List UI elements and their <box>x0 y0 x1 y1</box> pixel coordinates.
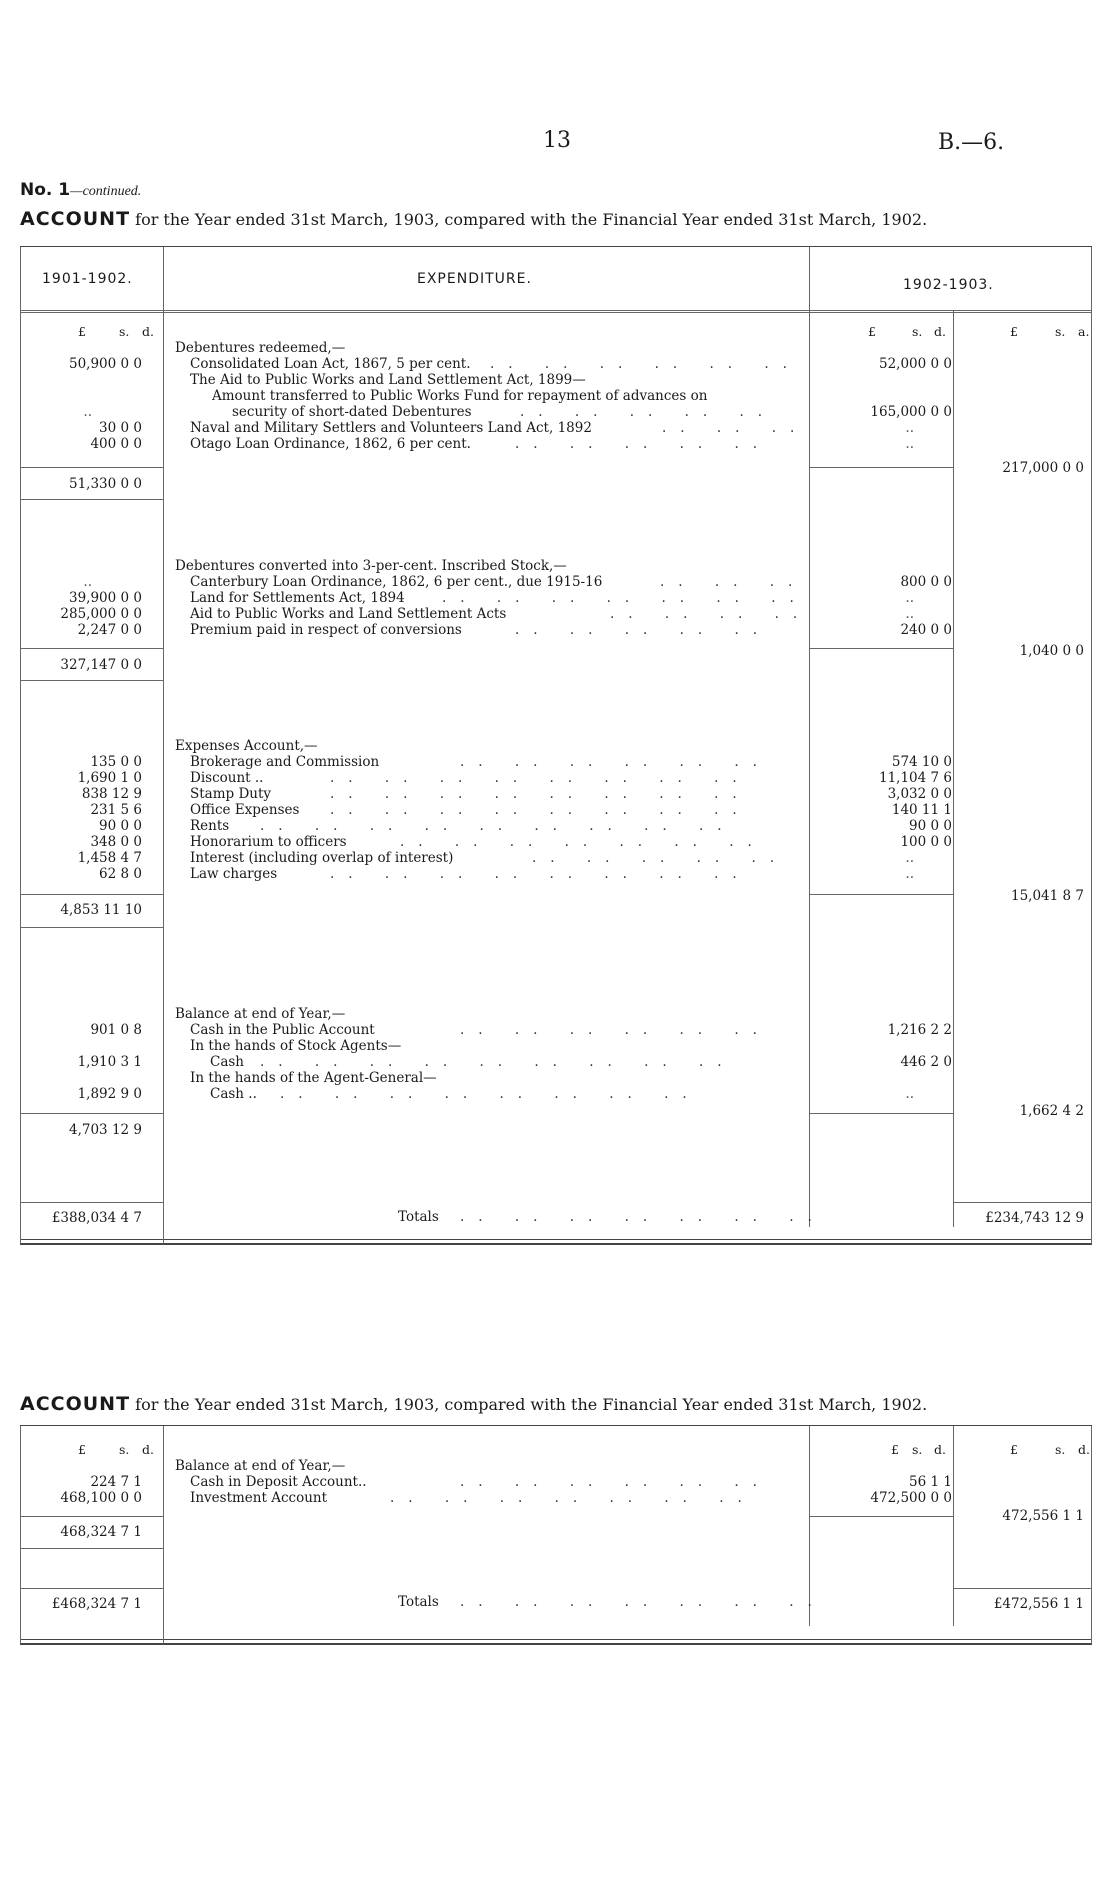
prev-amount: 348 0 0 <box>90 834 142 850</box>
account-title-1 <box>20 208 927 230</box>
schedule-number-label: No. 1 <box>20 180 71 200</box>
curr-amount: .. <box>905 590 914 606</box>
curr-amount: 140 11 1 <box>891 802 952 818</box>
prev-subtotal: 51,330 0 0 <box>69 476 142 492</box>
leader-dots: .. .. .. .. .. <box>515 436 772 452</box>
curr-amount: .. <box>905 420 914 436</box>
leader-dots: .. .. .. .. .. .. .. <box>442 590 808 606</box>
currency-shilling-total: s. <box>1055 1442 1066 1457</box>
prev-amount: 1,892 9 0 <box>77 1086 142 1102</box>
line-text: Aid to Public Works and Land Settlement Acts <box>190 606 507 622</box>
section-heading: Expenses Account,— <box>175 738 318 754</box>
prev-amount: 1,910 3 1 <box>77 1054 142 1070</box>
column-header-expenditure: EXPENDITURE. <box>417 271 532 287</box>
curr-amount: 52,000 0 0 <box>879 356 952 372</box>
prev-amount: .. <box>83 574 92 590</box>
line-text: Rents <box>190 818 230 834</box>
currency-shilling-curr: s. <box>912 324 923 339</box>
curr-amount: .. <box>905 606 914 622</box>
line-text: Cash <box>210 1054 245 1070</box>
page-number: 13 <box>543 128 571 153</box>
curr-amount: .. <box>905 866 914 882</box>
currency-pence-total: d. <box>1078 1442 1090 1457</box>
curr-amount: 165,000 0 0 <box>870 404 952 420</box>
section-heading: Balance at end of Year,— <box>175 1458 346 1474</box>
leader-dots: .. .. .. .. .. <box>520 404 777 420</box>
prev-subtotal: 468,324 7 1 <box>60 1524 142 1540</box>
curr-subtotal: 217,000 0 0 <box>1002 460 1084 476</box>
curr-grand-total: £234,743 12 9 <box>985 1210 1084 1226</box>
leader-dots: .. .. .. <box>660 574 807 590</box>
curr-subtotal: 15,041 8 7 <box>1011 888 1084 904</box>
currency-pound-prev: £ <box>78 324 86 339</box>
line-text: Land for Settlements Act, 1894 <box>190 590 405 606</box>
account-title-text: for the Year ended 31st March, 1903, compared with the Financial Year ended 31st March, 1902. <box>135 1395 928 1414</box>
account-title-2 <box>20 1393 927 1415</box>
leader-dots: .. .. .. .. .. <box>515 622 772 638</box>
section-heading: Balance at end of Year,— <box>175 1006 346 1022</box>
prev-grand-total: £388,034 4 7 <box>51 1210 142 1226</box>
currency-shilling-curr: s. <box>912 1442 923 1457</box>
line-text: Law charges <box>190 866 278 882</box>
leader-dots: .. .. .. .. .. .. .. <box>390 1490 756 1506</box>
curr-amount: .. <box>905 850 914 866</box>
currency-pence-curr: d. <box>934 324 946 339</box>
line-text: Discount .. <box>190 770 264 786</box>
curr-amount: 56 1 1 <box>909 1474 952 1490</box>
curr-amount: 100 0 0 <box>900 834 952 850</box>
line-text: Interest (including overlap of interest) <box>190 850 454 866</box>
schedule-number <box>20 180 141 200</box>
totals-label: Totals <box>398 1594 439 1610</box>
leader-dots: .. .. .. .. .. .. <box>460 1474 771 1490</box>
line-text: Cash .. <box>210 1086 257 1102</box>
prev-amount: 838 12 9 <box>81 786 142 802</box>
currency-shilling-prev: s. <box>119 324 130 339</box>
leader-dots: .. .. .. .. .. .. .. <box>460 1594 826 1610</box>
currency-pound-prev: £ <box>78 1442 86 1457</box>
account-title-text: for the Year ended 31st March, 1903, compared with the Financial Year ended 31st March, 1902. <box>135 210 928 229</box>
curr-grand-total: £472,556 1 1 <box>993 1596 1084 1612</box>
expenditure-table <box>20 246 1092 1245</box>
line-text: Amount transferred to Public Works Fund for repayment of advances on <box>212 388 708 404</box>
line-text: Stamp Duty <box>190 786 272 802</box>
curr-amount: 240 0 0 <box>900 622 952 638</box>
prev-amount: 62 8 0 <box>99 866 142 882</box>
curr-amount: 90 0 0 <box>909 818 952 834</box>
curr-amount: 11,104 7 6 <box>879 770 952 786</box>
prev-grand-total: £468,324 7 1 <box>51 1596 142 1612</box>
line-text: Cash in the Public Account <box>190 1022 375 1038</box>
leader-dots: .. .. .. .. .. .. .. .. .. <box>260 1054 736 1070</box>
currency-pound-curr: £ <box>868 324 876 339</box>
curr-amount: 446 2 0 <box>900 1054 952 1070</box>
curr-amount: 472,500 0 0 <box>870 1490 952 1506</box>
line-text: Naval and Military Settlers and Volunteers Land Act, 1892 <box>190 420 592 436</box>
prev-amount: 1,690 1 0 <box>77 770 142 786</box>
leader-dots: .. .. .. .. .. <box>532 850 789 866</box>
leader-dots: .. .. .. .. .. .. .. .. <box>330 866 751 882</box>
line-text: Otago Loan Ordinance, 1862, 6 per cent. <box>190 436 471 452</box>
currency-pence-prev: d. <box>142 324 154 339</box>
prev-amount: 231 5 6 <box>90 802 142 818</box>
totals-label: Totals <box>398 1209 439 1225</box>
prev-amount: 468,100 0 0 <box>60 1490 142 1506</box>
leader-dots: .. .. .. .. .. .. <box>460 1022 771 1038</box>
leader-dots: .. .. .. .. .. .. .. .. <box>330 770 751 786</box>
line-text: security of short-dated Debentures <box>232 404 472 420</box>
section-heading: Debentures redeemed,— <box>175 340 346 356</box>
prev-amount: 901 0 8 <box>90 1022 142 1038</box>
continued-label: —continued. <box>70 184 142 199</box>
prev-subtotal: 4,703 12 9 <box>69 1122 142 1138</box>
prev-amount: 224 7 1 <box>90 1474 142 1490</box>
account-title-word: ACCOUNT <box>20 208 131 230</box>
prev-amount: .. <box>83 404 92 420</box>
prev-amount: 1,458 4 7 <box>77 850 142 866</box>
line-text: Premium paid in respect of conversions <box>190 622 462 638</box>
curr-amount: .. <box>905 1086 914 1102</box>
curr-amount: 1,216 2 2 <box>887 1022 952 1038</box>
line-text: Canterbury Loan Ordinance, 1862, 6 per cent., due 1915-16 <box>190 574 603 590</box>
prev-amount: 285,000 0 0 <box>60 606 142 622</box>
leader-dots: .. .. .. .. .. .. .. .. <box>280 1086 701 1102</box>
leader-dots: .. .. .. .. .. .. .. <box>460 1209 826 1225</box>
currency-pence-curr: d. <box>934 1442 946 1457</box>
leader-dots: .. .. .. .. .. .. .. .. <box>330 802 751 818</box>
curr-subtotal: 1,040 0 0 <box>1019 643 1084 659</box>
currency-shilling-prev: s. <box>119 1442 130 1457</box>
prev-subtotal: 327,147 0 0 <box>60 657 142 673</box>
currency-pound-total: £ <box>1010 324 1018 339</box>
currency-pound-curr: £ <box>891 1442 899 1457</box>
leader-dots: .. .. .. .. .. .. <box>460 754 771 770</box>
line-text: Cash in Deposit Account.. <box>190 1474 367 1490</box>
leader-dots: .. .. .. .. .. .. .. <box>400 834 766 850</box>
curr-subtotal: 1,662 4 2 <box>1019 1103 1084 1119</box>
currency-pound-total: £ <box>1010 1442 1018 1457</box>
leader-dots: .. .. .. .. <box>610 606 812 622</box>
prev-amount: 50,900 0 0 <box>69 356 142 372</box>
leader-dots: .. .. .. .. .. .. .. .. <box>330 786 751 802</box>
prev-amount: 90 0 0 <box>99 818 142 834</box>
line-text: Honorarium to officers <box>190 834 347 850</box>
balance-table <box>20 1425 1092 1645</box>
currency-pence-total: a. <box>1078 324 1090 339</box>
line-text: In the hands of Stock Agents— <box>190 1038 402 1054</box>
leader-dots: .. .. .. .. .. .. .. .. .. <box>260 818 736 834</box>
prev-amount: 2,247 0 0 <box>77 622 142 638</box>
prev-amount: 39,900 0 0 <box>69 590 142 606</box>
line-text: Office Expenses <box>190 802 300 818</box>
currency-pence-prev: d. <box>142 1442 154 1457</box>
prev-amount: 400 0 0 <box>90 436 142 452</box>
curr-amount: .. <box>905 436 914 452</box>
curr-amount: 800 0 0 <box>900 574 952 590</box>
document-reference: B.—6. <box>938 130 1005 155</box>
line-text: Consolidated Loan Act, 1867, 5 per cent. <box>190 356 471 372</box>
prev-subtotal: 4,853 11 10 <box>60 902 142 918</box>
line-text: The Aid to Public Works and Land Settlement Act, 1899— <box>190 372 586 388</box>
leader-dots: .. .. .. <box>662 420 809 436</box>
curr-amount: 574 10 0 <box>891 754 952 770</box>
line-text: Brokerage and Commission <box>190 754 380 770</box>
prev-amount: 30 0 0 <box>99 420 142 436</box>
column-header-1901-1902: 1901-1902. <box>42 271 133 287</box>
line-text: Investment Account <box>190 1490 328 1506</box>
curr-amount: 3,032 0 0 <box>887 786 952 802</box>
section-heading: Debentures converted into 3-per-cent. Inscribed Stock,— <box>175 558 567 574</box>
currency-shilling-total: s. <box>1055 324 1066 339</box>
column-header-1902-1903: 1902-1903. <box>903 277 994 293</box>
curr-subtotal: 472,556 1 1 <box>1002 1508 1084 1524</box>
line-text: In the hands of the Agent-General— <box>190 1070 437 1086</box>
leader-dots: .. .. .. .. .. .. <box>490 356 801 372</box>
account-title-word: ACCOUNT <box>20 1393 131 1415</box>
prev-amount: 135 0 0 <box>90 754 142 770</box>
